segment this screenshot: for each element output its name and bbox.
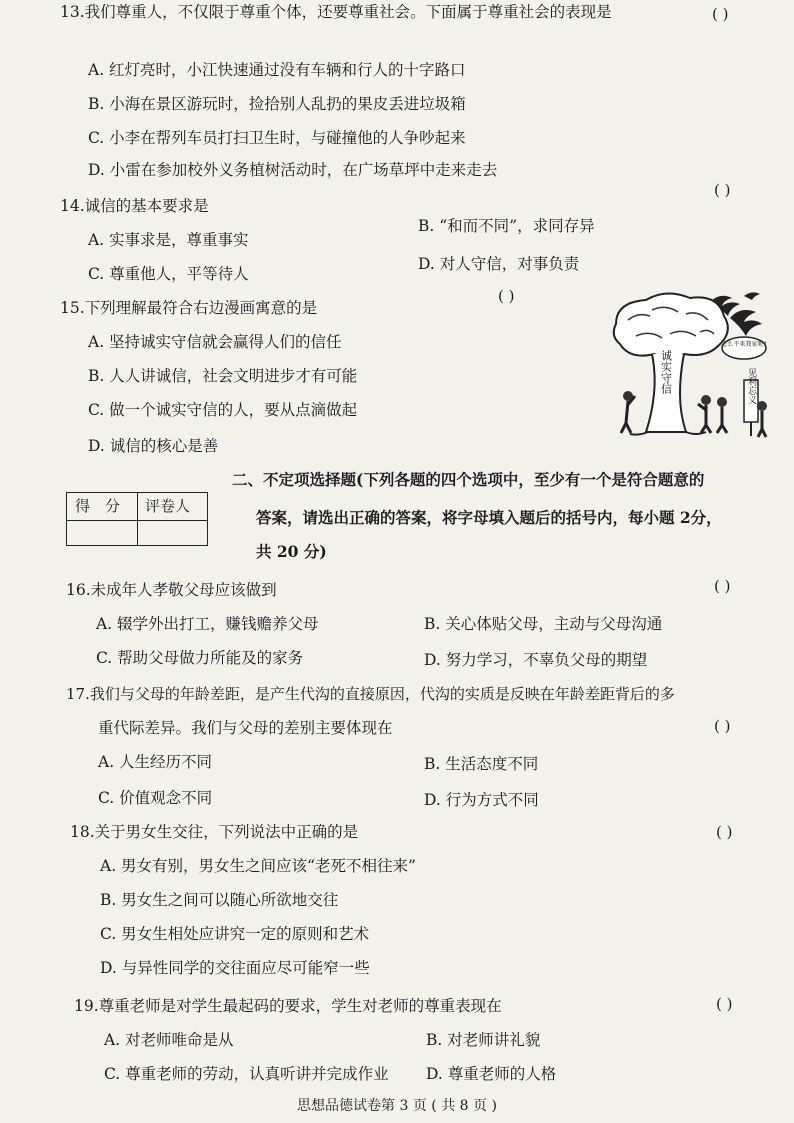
q13-option-b: B. 小海在景区游玩时，捡拾别人乱扔的果皮丢进垃圾箱 [88,95,466,113]
q17-option-a: A. 人生经历不同 [98,753,213,771]
q18-option-d: D. 与异性同学的交往面应尽可能窄一些 [100,959,370,977]
cartoon-sign-label: 见利忘义 [746,368,756,404]
q16-option-a: A. 辍学外出打工，赚钱赡养父母 [96,615,319,633]
q19-option-d: D. 尊重老师的人格 [426,1065,557,1083]
page-footer: 思想品德试卷第 3 页 ( 共 8 页 ) [297,1098,497,1114]
q13-stem: 13.我们尊重人，不仅限于尊重个体，还要尊重社会。下面属于尊重社会的表现是 [60,3,612,21]
q16-option-c: C. 帮助父母做力所能及的家务 [96,649,304,667]
q16-stem: 16.未成年人孝敬父母应该做到 [66,581,277,599]
q16-answer-blank[interactable]: ( ) [714,577,731,595]
q15-option-c: C. 做一个诚实守信的人，要从点滴做起 [88,401,358,419]
q19-option-b: B. 对老师讲礼貌 [426,1031,541,1049]
q14-stem: 14.诚信的基本要求是 [60,197,209,215]
score-table [66,492,208,546]
q15-answer-blank[interactable]: ( ) [498,287,515,305]
q18-stem: 18.关于男女生交往，下列说法中正确的是 [70,823,359,841]
section2-heading-line2: 答案，请选出正确的答案，将字母填入题后的括号内，每小题 2分， [256,508,722,527]
q15-option-b: B. 人人讲诚信，社会文明进步才有可能 [88,367,358,385]
q19-option-a: A. 对老师唯命是从 [104,1031,234,1049]
integrity-tree-cartoon [606,288,772,440]
q17-option-b: B. 生活态度不同 [424,755,539,773]
q13-option-c: C. 小李在帮列车员打扫卫生时，与碰撞他的人争吵起来 [88,129,466,147]
q14-option-c: C. 尊重他人，平等待人 [88,265,249,283]
grader-label: 评卷人 [145,497,191,515]
q15-option-a: A. 坚持诚实守信就会赢得人们的信任 [88,333,342,351]
q13-option-a: A. 红灯亮时，小江快速通过没有车辆和行人的十字路口 [88,61,466,79]
q17-option-c: C. 价值观念不同 [98,789,213,807]
q19-answer-blank[interactable]: ( ) [716,995,733,1013]
q18-answer-blank[interactable]: ( ) [716,823,733,841]
q14-answer-blank[interactable]: ( ) [714,181,731,199]
q17-answer-blank[interactable]: ( ) [714,717,731,735]
q16-option-b: B. 关心体贴父母，主动与父母沟通 [424,615,663,633]
cartoon-tree-label: 诚实守信 [659,350,673,394]
q14-option-d: D. 对人守信，对事负责 [418,255,580,273]
score-label: 得 分 [75,497,121,515]
section2-heading-line1: 二、不定项选择题(下列各题的四个选项中，至少有一个是符合题意的 [232,470,705,489]
section2-heading-line3: 共 20 分) [256,542,327,561]
q19-stem: 19.尊重老师是对学生最起码的要求，学生对老师的尊重表现在 [74,997,502,1015]
cartoon-speech: 怎么不来我家呢? [721,341,767,348]
q14-option-b: B. “和而不同”，求同存异 [418,217,595,235]
q14-option-a: A. 实事求是，尊重事实 [88,231,249,249]
q18-option-b: B. 男女生之间可以随心所欲地交往 [100,891,339,909]
q15-stem: 15.下列理解最符合右边漫画寓意的是 [60,299,318,317]
q15-option-d: D. 诚信的核心是善 [88,437,219,455]
q13-answer-blank[interactable]: ( ) [712,5,729,23]
q18-option-c: C. 男女生相处应讲究一定的原则和艺术 [100,925,370,943]
q19-option-c: C. 尊重老师的劳动，认真听讲并完成作业 [104,1065,389,1083]
q17-stem-line2: 重代际差异。我们与父母的差别主要体现在 [98,719,393,737]
q18-option-a: A. 男女有别，男女生之间应该“老死不相往来” [100,857,416,875]
q17-stem-line1: 17.我们与父母的年龄差距，是产生代沟的直接原因，代沟的实质是反映在年龄差距背后的多 [66,685,675,703]
q13-option-d: D. 小雷在参加校外义务植树活动时，在广场草坪中走来走去 [88,161,498,179]
q17-option-d: D. 行为方式不同 [424,791,539,809]
q16-option-d: D. 努力学习，不辜负父母的期望 [424,651,648,669]
